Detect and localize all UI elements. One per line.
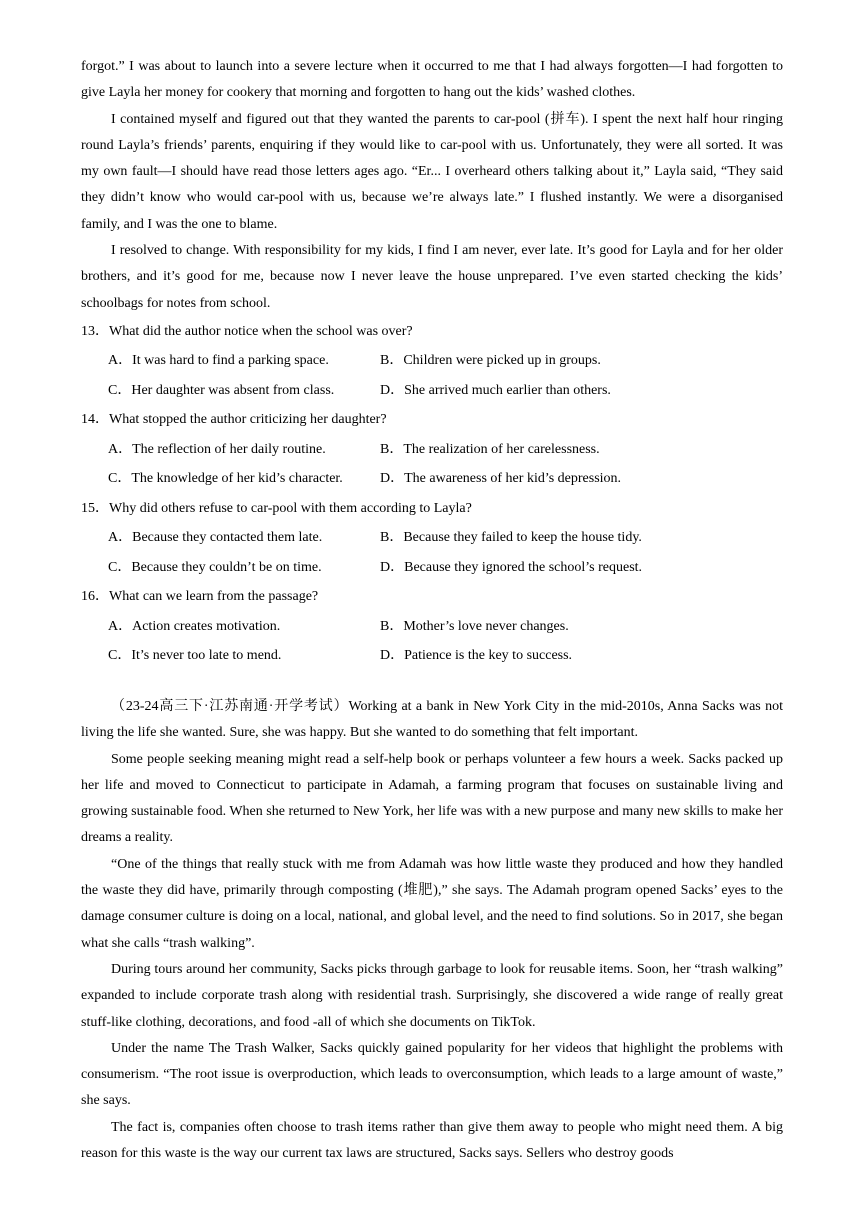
page-content	[81, 54, 783, 1167]
option-b: B．Mother’s love never changes.	[380, 618, 569, 634]
question-number: 14．	[81, 412, 109, 428]
option-d: D．Patience is the key to success.	[380, 648, 573, 664]
question-options	[81, 523, 783, 582]
passage1-paragraph-2: I contained myself and figured out that they wanted the parents to car-pool (拼车). I spent the next half hour ringing round Layla’s friends’ parents, enquiring if they would like to car-pool with us. Unfortunately, they were all sorted. It was my own fault—I should have read those letters ages ago. “Er... I overheard others talking about it,” Layla said, “They said they didn’t know who would car-pool with us, because we’re always late.” I flushed instantly. We were a disorganised family, and I was the one to blame.	[81, 111, 783, 232]
option-b: B．The realization of her carelessness.	[380, 441, 600, 457]
question-14	[81, 405, 783, 494]
question-stem	[81, 405, 783, 435]
question-15	[81, 494, 783, 583]
option-a: A．Because they contacted them late.	[108, 530, 323, 546]
question-options	[81, 435, 783, 494]
passage1-paragraph-3: I resolved to change. With responsibility for my kids, I find I am never, ever late. It’s good for Layla and for her older brothers, and it’s good for me, because now I never leave the house unprepared. I’ve even started checking the kids’ schoolbags for notes from school.	[81, 243, 783, 311]
passage2-first-text: Working at a bank in New York City in the mid-2010s, Anna Sacks was not living the life she wanted. Sure, she was happy. But she wanted to do something that felt important.	[81, 698, 783, 741]
option-d: D．Because they ignored the school’s request.	[380, 559, 643, 575]
passage2-paragraph-2: Some people seeking meaning might read a self-help book or perhaps volunteer a few hours a week. Sacks packed up her life and moved to Connecticut to participate in Adamah, a farming program that focuses on sustainable living and growing sustainable food. When she returned to New York, her life was with a new purpose and many new skills to make her dreams a reality.	[81, 751, 783, 846]
passage2-paragraph-4: During tours around her community, Sacks picks through garbage to look for reusable items. Soon, her “trash walking” expanded to include corporate trash along with residential trash. Surprisingly, she discovered a wide range of really great stuff-like clothing, decorations, and food -all of which she documents on TikTok.	[81, 961, 783, 1030]
question-number: 13．	[81, 323, 109, 339]
question-text: What can we learn from the passage?	[109, 589, 319, 605]
passage2-paragraph-6: The fact is, companies often choose to trash items rather than give them away to people who might need them. A big reason for this waste is the way our current tax laws are structured, Sacks says. Sellers who destroy goods	[81, 1119, 783, 1162]
passage2-paragraph-5: Under the name The Trash Walker, Sacks quickly gained popularity for her videos that highlight the problems with consumerism. “The root issue is overproduction, which leads to overconsumption, which leads to a large amount of waste,” she says.	[81, 1040, 783, 1109]
option-c: C．Her daughter was absent from class.	[108, 382, 335, 398]
question-13	[81, 317, 783, 406]
passage2-paragraph-3: “One of the things that really stuck with me from Adamah was how little waste they produced and how they handled the waste they did have, primarily through composting (堆肥),” she says. The Adamah program opened Sacks’ eyes to the damage consumer culture is doing on a local, national, and global level, and the need to find solutions. So in 2017, she began what she calls “trash walking”.	[81, 856, 783, 951]
question-stem	[81, 494, 783, 524]
option-d: D．She arrived much earlier than others.	[380, 382, 611, 398]
option-b: B．Children were picked up in groups.	[380, 353, 601, 369]
option-a: A．It was hard to find a parking space.	[108, 353, 329, 369]
option-a: A．Action creates motivation.	[108, 618, 281, 634]
question-text: What stopped the author criticizing her daughter?	[109, 412, 387, 428]
option-d: D．The awareness of her kid’s depression.	[380, 471, 622, 487]
section-gap	[81, 671, 783, 694]
question-options	[81, 612, 783, 671]
option-b: B．Because they failed to keep the house tidy.	[380, 530, 642, 546]
source-label: （23-24高三下·江苏南通·开学考试）	[111, 698, 349, 714]
option-c: C．It’s never too late to mend.	[108, 648, 282, 664]
question-stem	[81, 582, 783, 612]
passage2-paragraph-1	[81, 694, 783, 747]
question-text: Why did others refuse to car-pool with them according to Layla?	[109, 500, 472, 516]
question-options	[81, 346, 783, 405]
question-number: 15．	[81, 500, 109, 516]
question-number: 16．	[81, 589, 109, 605]
passage1-paragraph-1: forgot.” I was about to launch into a severe lecture when it occurred to me that I had always forgotten—I had forgotten to give Layla her money for cookery that morning and forgotten to hang out the kids’ washed clothes.	[81, 59, 783, 101]
option-c: C．The knowledge of her kid’s character.	[108, 471, 343, 487]
option-c: C．Because they couldn’t be on time.	[108, 559, 322, 575]
option-a: A．The reflection of her daily routine.	[108, 441, 326, 457]
question-text: What did the author notice when the school was over?	[109, 323, 413, 339]
question-stem	[81, 317, 783, 347]
question-16	[81, 582, 783, 671]
